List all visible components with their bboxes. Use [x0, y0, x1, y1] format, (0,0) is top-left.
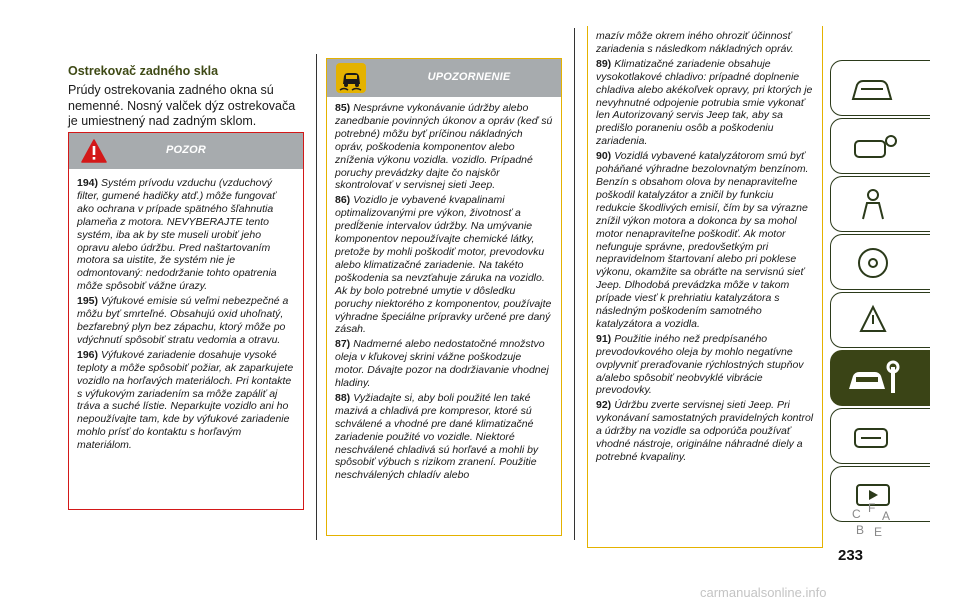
chapter-tab-index[interactable]: [830, 490, 930, 552]
alphabet-index-icon: [842, 496, 902, 546]
note-88: 88) Vyžiadajte si, aby boli použité len také mazivá a chladivá pre kompresor, ktoré sú schválené a vhodné pre dané klimatizačné zariadenie použité vo vozidle. Niektoré neschválené chladivá sú horľavé a mohli by spôsobiť výbuch s rizikom zranení. Použitie neschválených chladív alebo: [335, 391, 539, 482]
upozornenie-continued-box: [587, 26, 823, 548]
car-wrench-icon: [843, 359, 913, 399]
note-88-continued: mazív môže okrem iného ohroziť účinnosť zariadenia s následkom nákladných opráv.: [596, 30, 794, 55]
column-divider: [574, 28, 575, 540]
hazard-car-icon: [843, 301, 903, 341]
upozornenie-box: [326, 58, 562, 536]
chapter-tab-1[interactable]: [830, 60, 930, 116]
pozor-box: [68, 132, 304, 510]
chapter-tab-7[interactable]: [830, 408, 930, 464]
note-196: 196) Výfukové zariadenie dosahuje vysoké teploty a môže spôsobiť požiar, ak zaparkujete vozidlo na horľavých materiáloch. Pri kontakte s výfukovým zariadením sa môže zapáliť aj tráva a suché lístie. Neparkujte vozidlo ani ho nepoužívajte tam, kde by výfukové zariadenie mohlo prísť do kontaktu s horľavým materiálom.: [77, 348, 294, 452]
seat-belt-icon: [843, 185, 903, 225]
svg-text:C: C: [852, 507, 861, 521]
watermark: carmanualsonline.info: [700, 585, 827, 600]
note-90: 90) Vozidlá vybavené katalyzátorom smú byť poháňané výhradne bezolovnatým benzínom. Benzín s obsahom olova by nenapraviteľne poškodil katalyzátor a zničil by funkciu redukcie škodlivých emisií, čím by sa výrazne znížil výkon motora a dokonca by sa mohol motor nenapraviteľne poškodiť. Ak motor nefunguje správne, predovšetkým pri nepravidelnom štartovaní alebo pri poklese výkonu, okamžite sa obráťte na servisnú sieť Jeep. Dlhodobá prevádzka môže v takom prípade viesť k prehriatiu katalyzátora s následným poškodením samotného katalyzátora a vozidla.: [596, 150, 809, 330]
chapter-tab-service-active[interactable]: [830, 350, 930, 406]
svg-text:E: E: [874, 525, 883, 539]
section-body: Prúdy ostrekovania zadného okna sú nemenné. Nosný valček dýz ostrekovača je umiestnený nad zadným sklom.: [68, 83, 296, 128]
section-block: [68, 64, 304, 130]
page-number: 233: [838, 547, 864, 564]
pozor-label: POZOR: [165, 144, 207, 156]
note-87: 87) Nadmerné alebo nedostatočné množstvo oleja v kľukovej skrini vážne poškodzuje motor. Dávajte pozor na dodržiavanie vhodnej hladiny.: [335, 338, 549, 390]
pozor-header: [69, 133, 303, 169]
upozornenie-notes: [327, 97, 561, 482]
continued-notes: [588, 26, 822, 464]
svg-text:B: B: [856, 523, 865, 537]
note-89: 89) Klimatizačné zariadenie obsahuje vysokotlakové chladivo: prípadné doplnenie chladiva alebo akékoľvek opravy, pri ktorých je nevyhnutné odpojenie potrubia smie vykonať len Autorizovaný servis Jeep tak, aby sa predišlo poraneniu osôb a poškodeniu zariadenia.: [596, 57, 813, 148]
section-title: Ostrekovač zadného skla: [68, 64, 219, 78]
chapter-tab-2[interactable]: [830, 118, 930, 174]
upozornenie-label: UPOZORNENIE: [427, 71, 511, 83]
note-92: 92) Údržbu zverte servisnej sieti Jeep. Pri vykonávaní samostatných pravidelných kontrol a údržby na vozidle sa odporúča používať vhodné nástroje, originálne náhradné diely a potrebné kvapaliny.: [596, 399, 814, 463]
chapter-tab-4[interactable]: [830, 234, 930, 290]
chapter-tab-5[interactable]: [830, 292, 930, 348]
tech-data-car-icon: [843, 417, 903, 457]
pozor-notes: [69, 169, 303, 452]
note-195: 195) Výfukové emisie sú veľmi nebezpečné a môžu byť smrteľné. Obsahujú oxid uhoľnatý, bezfarebný plyn bez zápachu, ktorý môže po vdýchnutí spôsobiť stratu vedomia a otravu.: [77, 295, 289, 346]
note-85: 85) Nesprávne vykonávanie údržby alebo zanedbanie povinných úkonov a opráv (keď sú potrebné) môžu byť príčinou nákladných opráv, poškodenia komponentov alebo zníženia výkonu vozidla. vozidlo. Prípadné poruchy prevádzky dajte čo najskôr skontrolovať v servisnej sieti Jeep.: [335, 102, 553, 192]
note-86: 86) Vozidlo je vybavené kvapalinami optimalizovanými pre výkon, životnosť a predĺženie intervalov údržby. Na umývanie komponentov nepoužívajte chemické látky, pretože by mohli poškodiť motor, prevodovku alebo klimatizačné zariadenie. Na takéto poškodenia sa nevzťahuje záruka na vozidlo. Ak by bolo potrebné umytie v dôsledku poruchy niektorého z komponentov, používajte výhradne špeciálne prípravky určené pre daný zásah.: [335, 194, 552, 336]
svg-text:A: A: [882, 509, 891, 523]
note-194: 194) Systém prívodu vzduchu (vzduchový filter, gumené hadičky atď.) môže fungovať ako ochrana v prípade spätného šľahnutia plameňa z motora. NEVYBERAJTE tento systém, iba ak by ste museli urobiť jeho opravu alebo údržbu. Pred naštartovaním motora sa uistite, že systém nie je odmontovaný: nedodržanie tohto opatrenia môže spôsobiť vážne úrazy.: [77, 177, 277, 293]
key-car-icon: [843, 127, 903, 167]
upozornenie-header: [327, 59, 561, 97]
column-divider: [316, 54, 317, 540]
steering-wheel-icon: [843, 243, 903, 283]
dashboard-car-icon: [843, 69, 903, 109]
svg-text:F: F: [868, 501, 876, 515]
note-91: 91) Použitie iného než predpísaného prevodovkového oleja by mohlo negatívne ovplyvniť preraďovanie rýchlostných stupňov a/alebo spôsobiť neobvyklé vibrácie prevodovky.: [596, 332, 804, 397]
chapter-tab-3[interactable]: [830, 176, 930, 232]
